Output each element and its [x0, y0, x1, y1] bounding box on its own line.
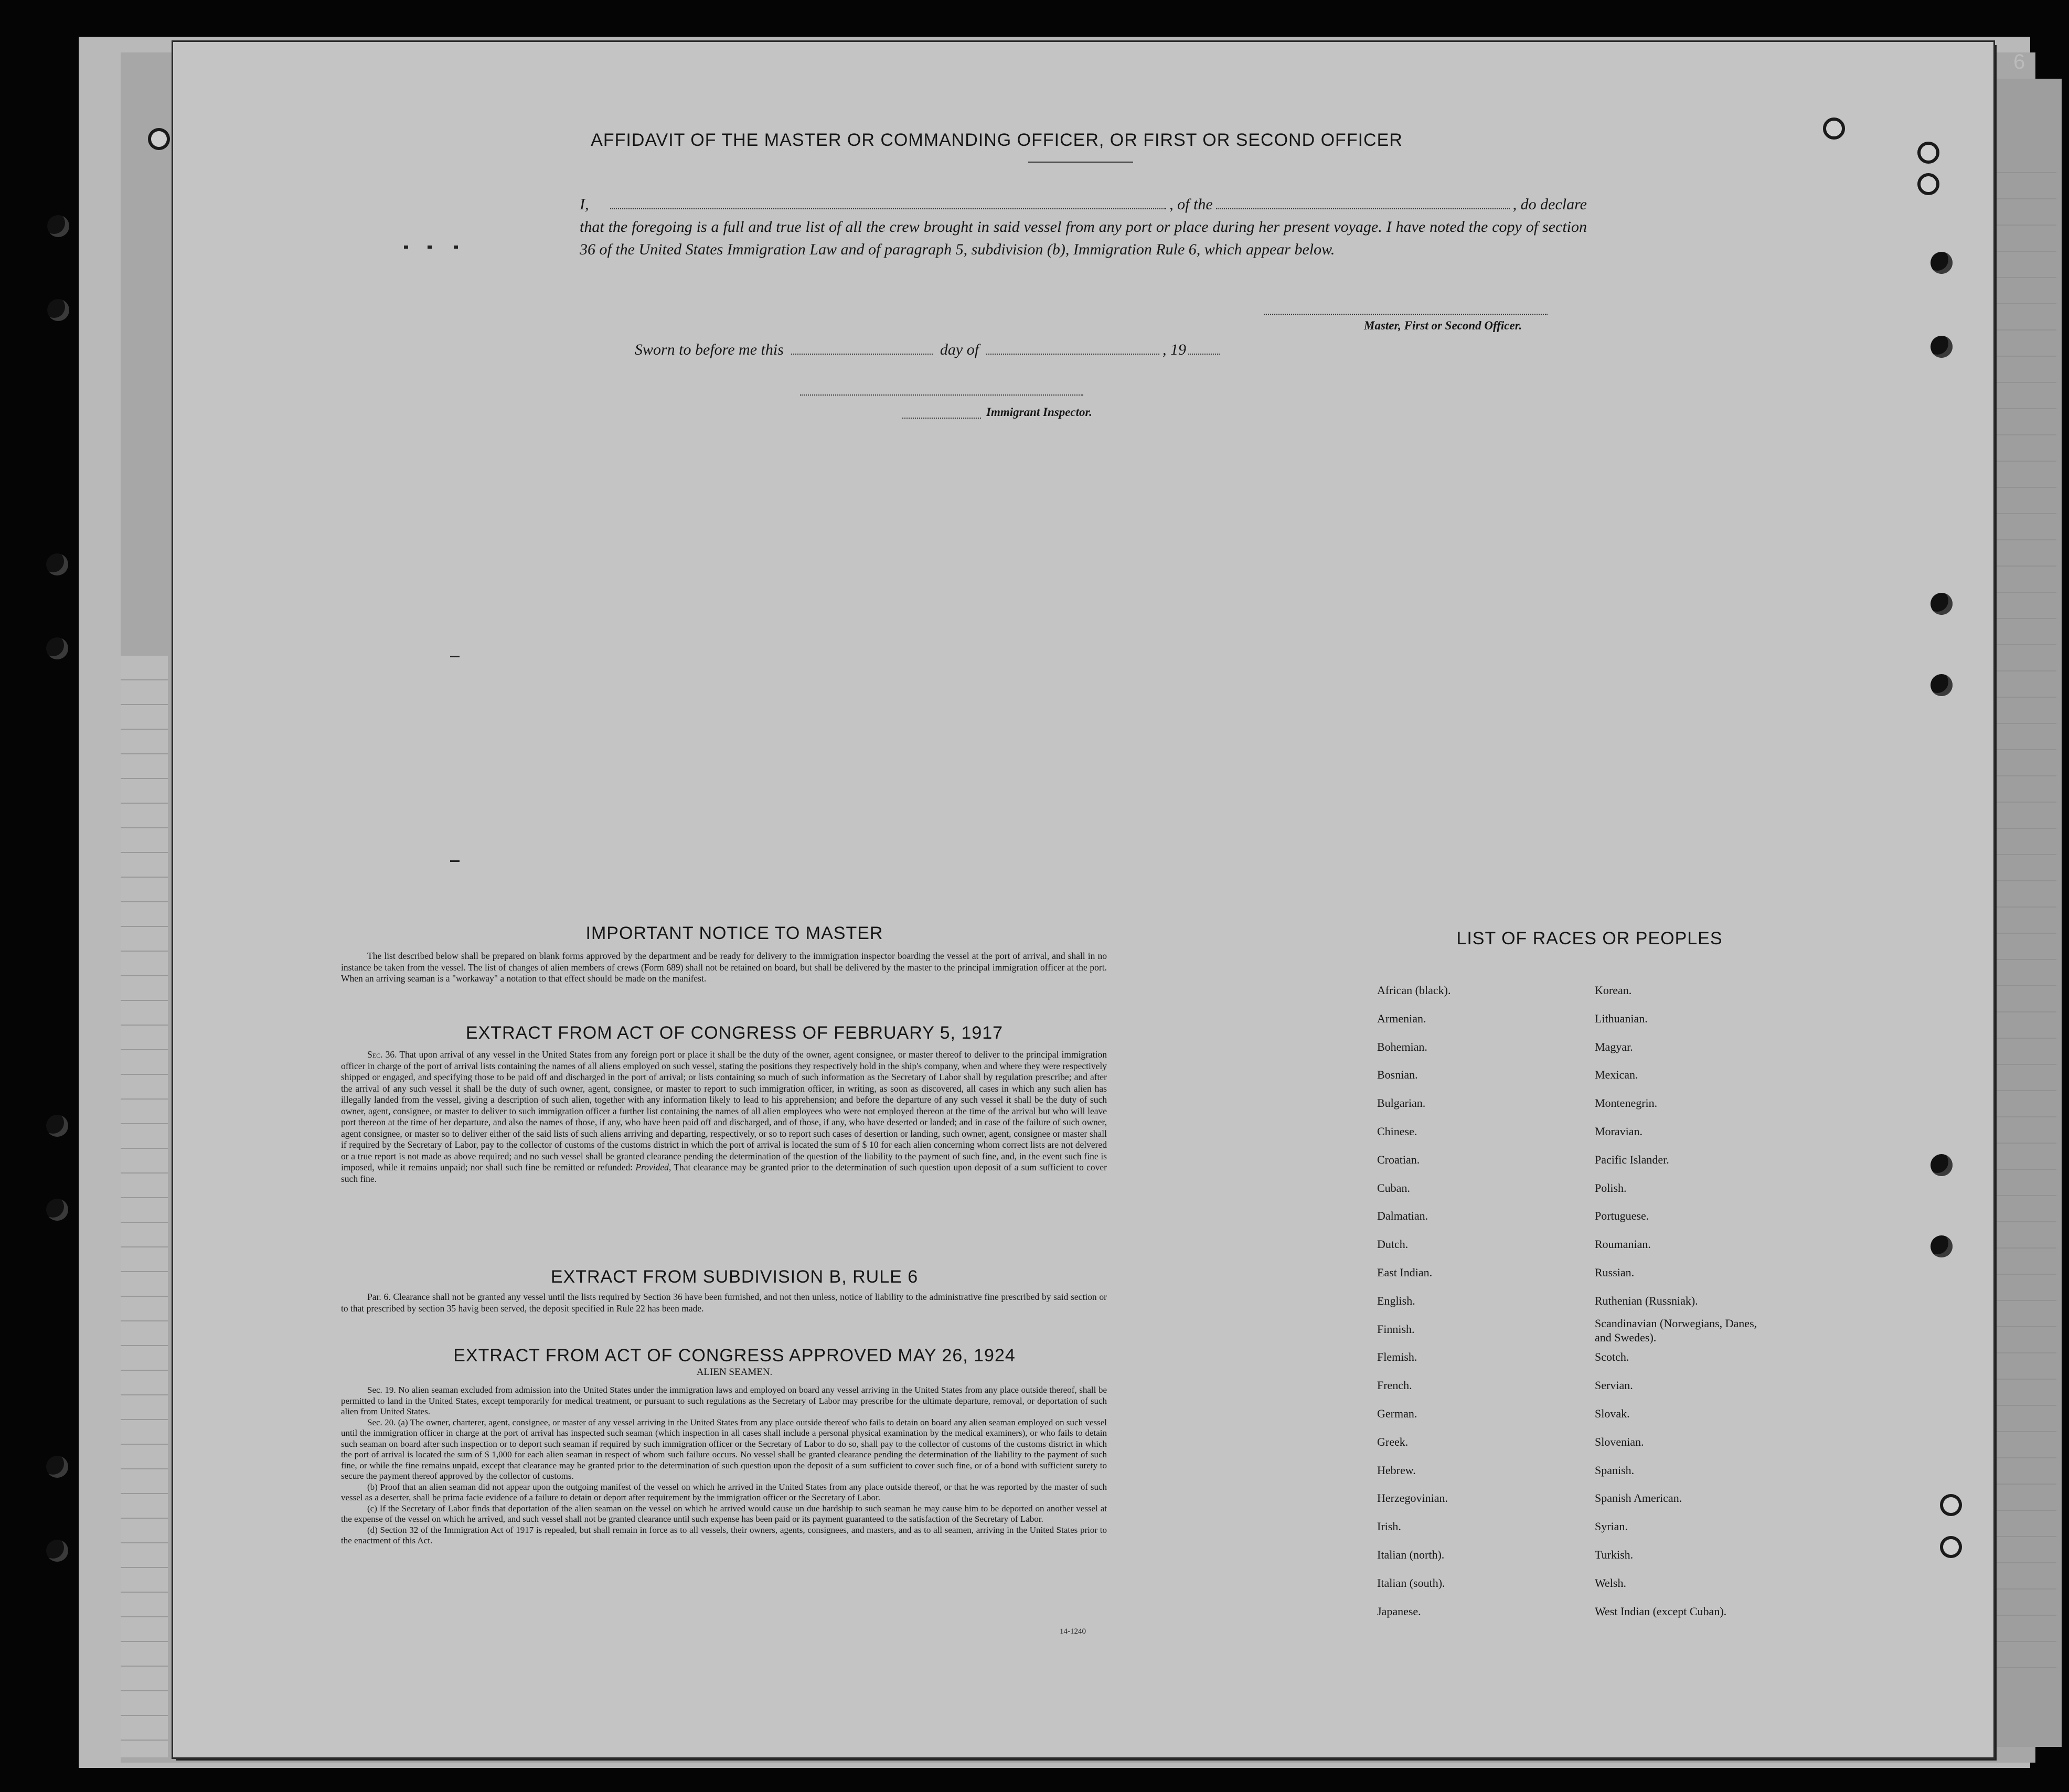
act1917-body: That upon arrival of any vessel in the United States from any foreign port or place it shall be the duty of the owner, agent consignee, or master thereof to deliver to the principal immigration officer in charge of the port of arrival lists containing the names of all aliens employed on such vessel, stating the positions they respectively hold in the ship's company, when and where they were respectively shipped or engaged, and specifying those to be paid off and discharged in the port of arrival; or lists containing so much of such information as the Secretary of Labor shall by regulation prescribe; and after the arrival of any such vessel it shall be the duty of such owner, agent, consignee, or master to report to such immigration officer, in writing, as soon as discovered, all cases in which any such alien has illegally landed from the vessel, giving a description of such alien, together with any information likely to lead to his apprehension; and before the departure of any such vessel it shall be the duty of such owner, agent, consignee, or master to deliver to such immigration officer a further list containing the names of all alien employees who were not employed thereon at the time of the arrival but who will leave port thereon at the time of her departure, and also the names of those, if any, who have been paid off and discharged, and of those, if any, who have deserted or landed; and in case of the failure of such owner, agent consignee, or master so to deliver either of the said lists of such aliens arriving and departing, respectively, or so to report such cases of desertion or landing, such owner, agent, consignee or master shall if required by the Secretary of Labor, pay to the collector of customs of the customs district in which the port of arrival is located the sum of $ 10 for each alien concerning whom correct lists are not delvered or a true report is not made as above required; and no such vessel shall be granted clearance pending the determination of the question of the liability to the payment of such fine, and, in the event such fine is imposed, while it remains unpaid; nor shall such fine be remitted or refunded:	[341, 1049, 1107, 1172]
punch-hole	[148, 128, 170, 150]
notice-title: IMPORTANT NOTICE TO MASTER	[585, 923, 883, 943]
punch-hole	[1917, 173, 1939, 195]
race-item: Italian (south).	[1377, 1576, 1445, 1590]
race-item: Flemish.	[1377, 1350, 1417, 1364]
race-item: Slovenian.	[1595, 1435, 1644, 1448]
year-label: , 19	[1163, 341, 1187, 358]
punch-hole	[1931, 336, 1953, 358]
race-item: Japanese.	[1377, 1604, 1421, 1618]
stray-mark	[428, 246, 432, 249]
affidavit-i: I,	[580, 196, 589, 213]
inspector-signature-prefix	[902, 418, 981, 419]
punch-hole	[46, 1115, 68, 1137]
punch-hole	[1931, 593, 1953, 615]
race-item: Armenian.	[1377, 1011, 1426, 1025]
race-item: Scotch.	[1595, 1350, 1629, 1364]
race-item: Bosnian.	[1377, 1068, 1418, 1082]
race-item: Welsh.	[1595, 1576, 1626, 1590]
punch-hole	[1931, 1154, 1953, 1176]
sworn-day-blank[interactable]	[791, 354, 933, 355]
punch-hole	[1931, 252, 1953, 274]
vessel-name-blank[interactable]	[1216, 208, 1510, 209]
race-item: Greek.	[1377, 1435, 1409, 1448]
race-item: French.	[1377, 1379, 1412, 1392]
race-item: Irish.	[1377, 1520, 1401, 1533]
race-item: Lithuanian.	[1595, 1011, 1648, 1025]
punch-hole	[1940, 1494, 1962, 1516]
affidavit-body	[580, 193, 1587, 261]
rule6-text	[341, 1292, 1107, 1314]
stray-mark	[404, 246, 408, 249]
race-item: Italian (north).	[1377, 1548, 1445, 1561]
underlying-page-lines	[1983, 147, 2056, 1668]
race-item: Servian.	[1595, 1379, 1633, 1392]
sworn-line	[635, 341, 1220, 359]
race-item: Pacific Islander.	[1595, 1153, 1669, 1166]
race-item: German.	[1377, 1407, 1417, 1420]
race-item: Ruthenian (Russniak).	[1595, 1294, 1698, 1307]
race-item: Bulgarian.	[1377, 1096, 1426, 1110]
race-item: Herzegovinian.	[1377, 1491, 1448, 1505]
race-item: West Indian (except Cuban).	[1595, 1604, 1727, 1618]
race-item: Roumanian.	[1595, 1238, 1651, 1251]
stray-mark	[454, 246, 458, 249]
race-item: Mexican.	[1595, 1068, 1638, 1082]
race-item: Moravian.	[1595, 1125, 1643, 1138]
race-item: Montenegrin.	[1595, 1096, 1658, 1110]
master-name-blank[interactable]	[610, 208, 1167, 209]
race-item: Syrian.	[1595, 1520, 1628, 1533]
rule6-title: EXTRACT FROM SUBDIVISION B, RULE 6	[550, 1267, 919, 1287]
act1917-tail: That clearance may be granted prior to the determination of such question upon deposit of a sum sufficient to cover such fine.	[341, 1162, 1107, 1184]
punch-hole	[46, 637, 68, 659]
punch-hole	[46, 553, 68, 575]
notice-text	[341, 951, 1107, 985]
punch-hole	[1823, 118, 1845, 140]
affidavit-statement: that the foregoing is a full and true list of all the crew brought in said vessel from any port or place during her present voyage. I have noted the copy of section 36 of the United States Immigration Law and of paragraph 5, subdivision (b), Immigration Rule 6, which appear below.	[580, 218, 1587, 258]
master-signature-label: Master, First or Second Officer.	[1364, 319, 1522, 332]
sworn-month-blank[interactable]	[986, 354, 1159, 355]
punch-hole	[1917, 142, 1939, 164]
punch-hole	[46, 1199, 68, 1221]
race-item: Chinese.	[1377, 1125, 1417, 1138]
act1917-title: EXTRACT FROM ACT OF CONGRESS OF FEBRUARY 5, 1917	[465, 1023, 1004, 1043]
act1924-title: EXTRACT FROM ACT OF CONGRESS APPROVED MAY 26, 1924	[453, 1346, 1016, 1366]
affidavit-of-the: , of the	[1169, 196, 1213, 213]
race-item: Magyar.	[1595, 1040, 1633, 1053]
race-item: Spanish American.	[1595, 1491, 1682, 1505]
act1924-sec20d: (d) Section 32 of the Immigration Act of 1917 is repealed, but shall remain in force as to all vessels, their owners, agents, consignees, and masters, and as to all seamen, arriving in the United States prior to the enactment of this Act.	[341, 1524, 1107, 1545]
sworn-label: Sworn to before me this	[635, 341, 784, 358]
race-item: Portuguese.	[1595, 1209, 1649, 1223]
race-item: English.	[1377, 1294, 1415, 1307]
day-of-label: day of	[940, 341, 979, 358]
sworn-year-blank[interactable]	[1188, 354, 1220, 355]
race-item: Slovak.	[1595, 1407, 1630, 1420]
punch-hole	[1931, 1235, 1953, 1257]
race-item: Bohemian.	[1377, 1040, 1427, 1053]
race-item: Croatian.	[1377, 1153, 1420, 1166]
affidavit-title: AFFIDAVIT OF THE MASTER OR COMMANDING OFFICER, OR FIRST OR SECOND OFFICER	[591, 130, 1403, 150]
race-item: African (black).	[1377, 984, 1451, 997]
stray-mark	[450, 860, 460, 862]
punch-hole	[46, 1456, 68, 1478]
race-item: Russian.	[1595, 1266, 1635, 1279]
race-item: Spanish.	[1595, 1463, 1635, 1477]
race-item: Polish.	[1595, 1181, 1627, 1194]
stray-mark	[450, 656, 460, 657]
act1924-sec20b: (b) Proof that an alien seaman did not appear upon the outgoing manifest of the vessel on which he arrived in the United States from any place outside thereof, or that he was reported by the master of such vessel as a deserter, shall be prima facie evidence of a failure to detain or deport after requirement by the immigration officer or the Secretary of Labor.	[341, 1481, 1107, 1502]
race-item: Cuban.	[1377, 1181, 1410, 1194]
master-signature-line[interactable]	[1264, 314, 1548, 315]
act1924-text	[341, 1385, 1107, 1546]
punch-hole	[47, 299, 69, 321]
punch-hole	[46, 1540, 68, 1562]
punch-hole	[1940, 1536, 1962, 1558]
race-item: Dalmatian.	[1377, 1209, 1428, 1223]
race-item: Dutch.	[1377, 1238, 1409, 1251]
act1917-text	[341, 1049, 1107, 1185]
race-item: Turkish.	[1595, 1548, 1634, 1561]
title-divider	[1028, 162, 1133, 163]
form-number: 14-1240	[1060, 1627, 1086, 1636]
punch-hole	[47, 215, 69, 237]
affidavit-do-declare: , do declare	[1512, 196, 1587, 213]
race-item: Finnish.	[1377, 1322, 1415, 1336]
race-item: Scandinavian (Norwegians, Danes, and Swedes).	[1595, 1316, 1757, 1344]
underlying-page-edge-left	[121, 656, 168, 1757]
punch-hole	[1931, 674, 1953, 696]
races-title: LIST OF RACES OR PEOPLES	[1456, 929, 1723, 948]
notice-paragraph: The list described below shall be prepared on blank forms approved by the department and be ready for delivery to the immigration inspector boarding the vessel at the port of arrival, and shall in no instance be taken from the vessel. The list of changes of alien members of crews (Form 689) shall not be retained on board, but shall be delivered by the master to the principal immigration officer at the port. When an arriving seaman is a "workaway" a notation to that effect should be made on the manifest.	[341, 951, 1107, 984]
race-item: Korean.	[1595, 984, 1632, 997]
rule6-paragraph: Par. 6. Clearance shall not be granted any vessel until the lists required by Section 36 have been furnished, and not then unless, notice of liability to the administrative fine prescribed by said section or to that prescribed by section 35 havig been served, the deposit specified in Rule 22 has been made.	[341, 1292, 1107, 1314]
race-item: East Indian.	[1377, 1266, 1433, 1279]
race-item: Hebrew.	[1377, 1463, 1416, 1477]
act1917-provided: Provided,	[635, 1162, 671, 1172]
act1924-sec20a: Sec. 20. (a) The owner, charterer, agent, consignee, or master of any vessel arriving in the United States from any place outside thereof who fails to detain on board any alien seaman employed on such vessel until the immigration officer in charge at the port of arrival has inspected such seaman (which inspection in all cases shall include a personal physical examination by the medical examiners), or who fails to detain such seaman on board after such inspection or to deport such seaman if required by such immigration officer or the Secretary of Labor to do so, shall pay to the collector of customs of the customs district in which the port of arrival is located the sum of $ 1,000 for each alien seaman in respect of whom such failure occurs. No vessel shall be granted clearance pending the determination of the liability to the payment of such fine, or while the fine remains unpaid, except that clearance may be granted prior to the determination of such question upon the deposit of a sum sufficient to cover such fine, or of a bond with sufficient surety to secure the payment thereof approved by the collector of customs.	[341, 1417, 1107, 1481]
page-number-mark: 6	[2013, 50, 2025, 73]
act1924-sec20c: (c) If the Secretary of Labor finds that deportation of the alien seaman on the vessel on which he arrived would cause un due hardship to such seaman he may cause him to be deported on another vessel at the expense of the vessel on which he arrived, and such vessel shall not be granted clearance until such expense has been paid or its payment guaranteed to the satisfaction of the Secretary of Labor.	[341, 1503, 1107, 1524]
inspector-signature-line[interactable]	[800, 394, 1083, 396]
inspector-signature-label: Immigrant Inspector.	[986, 406, 1092, 419]
act1924-subtitle: ALIEN SEAMEN.	[696, 1367, 773, 1378]
act1924-sec19: Sec. 19. No alien seaman excluded from admission into the United States under the immigration laws and employed on board any vessel arriving in the United States from any place outside thereof, shall be permitted to land in the United States, except temporarily for medical treatment, or pursuant to such regulations as the Secretary of Labor may prescribe for the ultimate departure, removal, or deportation of such alien from United States.	[341, 1385, 1107, 1416]
act1917-section: Sec. 36.	[367, 1049, 397, 1060]
